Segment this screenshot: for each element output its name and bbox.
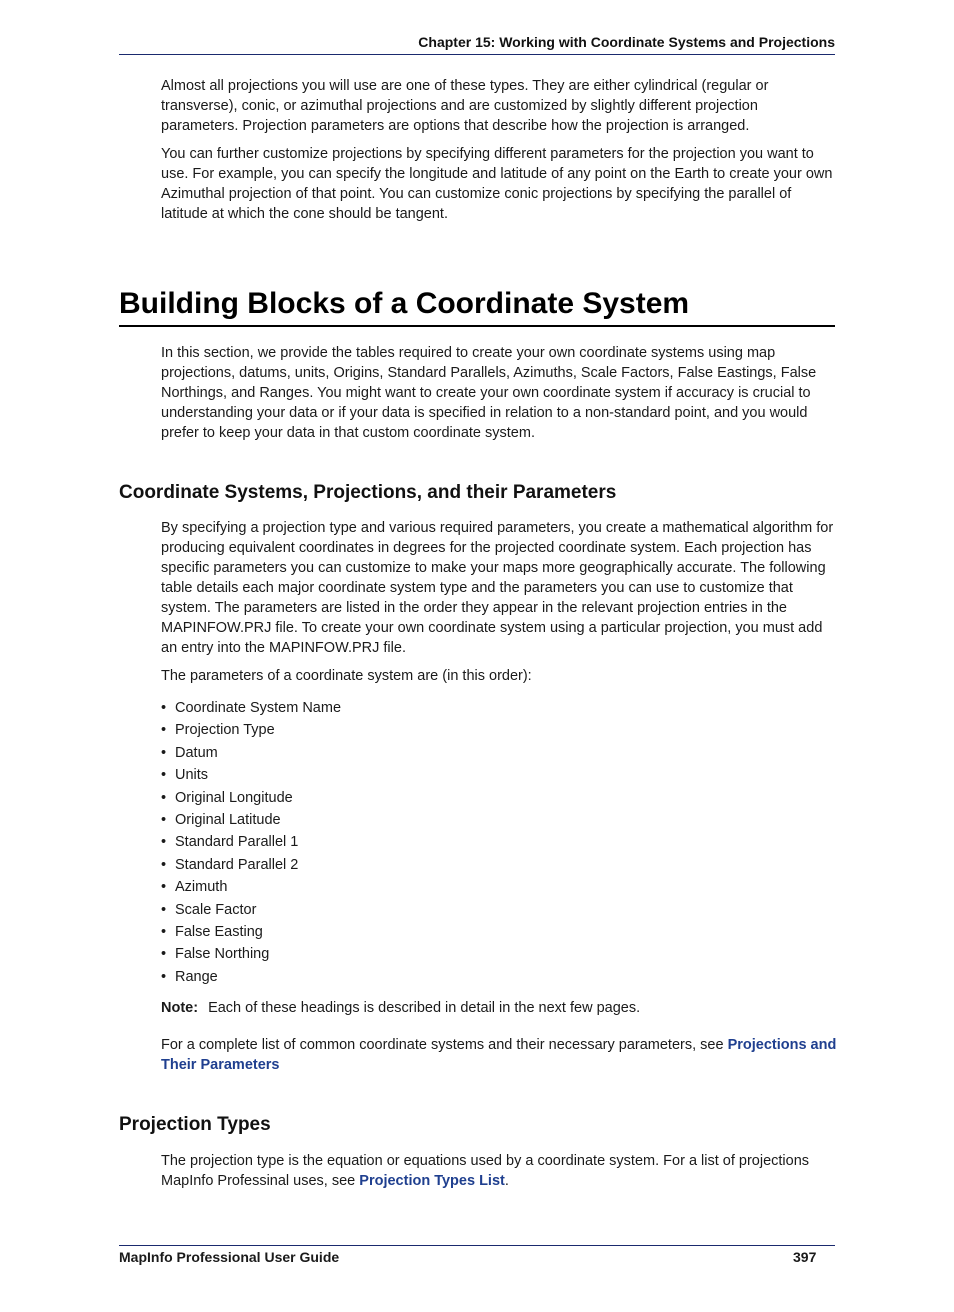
- footer-guide-title: MapInfo Professional User Guide: [119, 1249, 340, 1265]
- projection-types-list-link[interactable]: Projection Types List: [359, 1173, 505, 1189]
- list-item-label: Units: [175, 767, 209, 784]
- list-item: • Original Latitude: [161, 811, 281, 828]
- coord-systems-heading: Coordinate Systems, Projections, and their Parameters: [119, 482, 617, 503]
- list-item-label: Azimuth: [175, 879, 228, 896]
- footer-rule: [119, 1245, 835, 1246]
- list-item-label: Original Latitude: [175, 811, 281, 828]
- list-item: • Standard Parallel 1: [161, 834, 299, 851]
- projections-parameters-link[interactable]: Projections and Their Parameters: [161, 1037, 837, 1073]
- page-number: 397: [793, 1249, 817, 1265]
- complete-list-text: For a complete list of common coordinate systems and their necessary parameters, see: [161, 1037, 728, 1053]
- section-title-rule: [119, 325, 835, 327]
- section-title: Building Blocks of a Coordinate System: [119, 287, 690, 320]
- complete-list-paragraph: [161, 1035, 837, 1075]
- list-item-label: Original Longitude: [175, 789, 293, 806]
- list-item-label: False Northing: [175, 946, 270, 963]
- list-item-label: Scale Factor: [175, 901, 257, 918]
- list-item-label: Coordinate System Name: [175, 700, 342, 716]
- projection-types-period: .: [504, 1173, 509, 1189]
- list-item-label: False Easting: [175, 923, 263, 940]
- list-item-label: Range: [175, 968, 218, 985]
- projection-types-heading: Projection Types: [119, 1114, 271, 1135]
- list-item: • False Easting: [161, 923, 263, 940]
- list-item-label: Standard Parallel 1: [175, 834, 299, 851]
- note: [161, 998, 640, 1018]
- list-item: • Range: [161, 968, 218, 985]
- list-item: • Datum: [161, 744, 218, 761]
- list-item-label: Datum: [175, 744, 218, 761]
- chapter-header: Chapter 15: Working with Coordinate Systems and Projections: [418, 34, 835, 50]
- projection-types-text: The projection type is the equation or equations used by a coordinate system. For a list of projections MapInfo Professinal uses, see: [161, 1153, 810, 1189]
- list-item: • Projection Type: [161, 722, 275, 739]
- list-item: • Scale Factor: [161, 901, 257, 918]
- note-text: Each of these headings is described in detail in the next few pages.: [208, 1000, 641, 1016]
- list-item-label: Standard Parallel 2: [175, 856, 299, 873]
- list-item: • Units: [161, 767, 209, 784]
- list-item: • False Northing: [161, 946, 270, 963]
- list-item: • Coordinate System Name: [161, 700, 342, 716]
- list-item: • Original Longitude: [161, 789, 293, 806]
- intro-paragraph-1: Almost all projections you will use are one of these types. They are either cylindrical (regular or transverse), conic, or azimuthal projections and are customized by slightly different projection parameters. Projection parameters are options that describe how the projection is arranged.: [161, 78, 769, 134]
- coord-systems-body: By specifying a projection type and various required parameters, you create a mathematical algorithm for producing equivalent coordinates in degrees for the projected coordinate system. Each projection has specific parameters you can customize to make your maps more geographically accurate. The following table details each major coordinate system type and the parameters you can use to customize that system. The parameters are listed in the order they appear in the relevant projection entries in the MAPINFOW.PRJ file. To create your own coordinate system using a particular projection, you must add an entry into the MAPINFOW.PRJ file.: [161, 520, 834, 656]
- parameters-list: [161, 697, 341, 988]
- list-item: • Azimuth: [161, 879, 228, 896]
- list-item-label: Projection Type: [175, 722, 275, 739]
- note-label: Note:: [161, 1000, 199, 1016]
- section-body: In this section, we provide the tables required to create your own coordinate systems using map projections, datums, units, Origins, Standard Parallels, Azimuths, Scale Factors, False Eastings, False Northings, and Ranges. You might want to create your own coordinate system if accuracy is crucial to understanding your data or if your data is specified in relation to a non-standard point, and you would prefer to keep your data in that custom coordinate system.: [161, 345, 817, 441]
- intro-paragraph-2: You can further customize projections by specifying different parameters for the projection you want to use. For example, you can specify the longitude and latitude of any point on the Earth to create your own Azimuthal projection of that point. You can customize conic projections by specifying the parallel of latitude at which the cone should be tangent.: [161, 146, 833, 222]
- projection-types-body: [161, 1151, 837, 1191]
- list-item: • Standard Parallel 2: [161, 856, 299, 873]
- params-intro: The parameters of a coordinate system are (in this order):: [161, 668, 532, 684]
- header-rule: [119, 54, 835, 55]
